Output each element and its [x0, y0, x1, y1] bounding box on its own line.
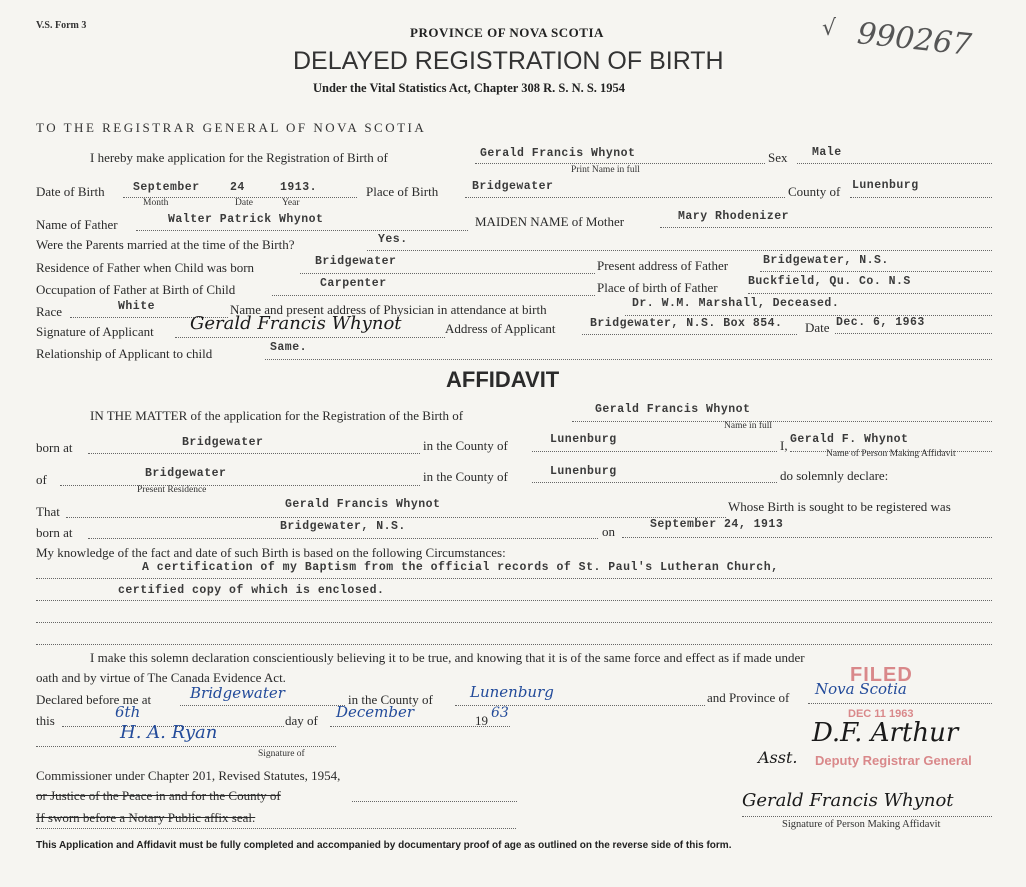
applicant-address: Bridgewater, N.S. Box 854.: [590, 317, 783, 330]
addressee-line: TO THE REGISTRAR GENERAL OF NOVA SCOTIA: [36, 120, 427, 135]
intro-label: I hereby make application for the Registration of Birth of: [90, 150, 388, 165]
commissioner-label: Commissioner under Chapter 201, Revised Statutes, 1954,: [36, 768, 341, 783]
married-label: Were the Parents married at the time of the Birth?: [36, 237, 295, 252]
declared-province-line: [808, 703, 992, 704]
footer-instructions: This Application and Affidavit must be fully completed and accompanied by documentary proof of age as outlined on the reverse side of this form.: [36, 840, 732, 851]
circumstance-line-4: [36, 644, 992, 645]
i-label: I,: [780, 438, 788, 453]
matter-line: [572, 421, 992, 422]
married-line: [367, 250, 992, 251]
declare-label: do solemnly declare:: [780, 468, 889, 483]
father-present-line: [760, 271, 992, 272]
county2-line: [532, 482, 777, 483]
declared-place-line: [180, 705, 345, 706]
born-at2-line: [88, 538, 598, 539]
married-value: Yes.: [378, 233, 408, 246]
circumstance-1: A certification of my Baptism from the official records of St. Paul's Lutheran Church,: [142, 561, 779, 574]
affiant-name: Gerald F. Whynot: [790, 433, 909, 446]
commissioner-signature: H. A. Ryan: [120, 722, 218, 743]
mother-name: Mary Rhodenizer: [678, 210, 790, 223]
born-at-line: [88, 453, 420, 454]
mother-label: MAIDEN NAME of Mother: [475, 214, 625, 229]
pob-value: Bridgewater: [472, 180, 554, 193]
affiant-signature-hint: Signature of Person Making Affidavit: [782, 819, 941, 830]
declared-place: Bridgewater: [190, 684, 285, 702]
sex-label: Sex: [768, 150, 788, 165]
pob-label: Place of Birth: [366, 184, 439, 199]
knowledge-label: My knowledge of the fact and date of such Birth is based on the following Circumstances:: [36, 545, 506, 560]
province-heading: PROVINCE OF NOVA SCOTIA: [410, 25, 604, 40]
mother-line: [660, 227, 992, 228]
declared-year: 63: [491, 705, 509, 721]
born-at-label: born at: [36, 440, 73, 455]
father-name: Walter Patrick Whynot: [168, 213, 324, 226]
born-at2-label: born at: [36, 525, 73, 540]
declared-county-label: in the County of: [348, 692, 433, 707]
that-label: That: [36, 504, 60, 519]
county1-label: in the County of: [423, 438, 508, 453]
name-line: [475, 163, 765, 164]
dob-month: September: [133, 181, 200, 194]
declared-day: 6th: [115, 703, 141, 721]
matter-label: IN THE MATTER of the application for the Registration of the Birth of: [90, 408, 464, 423]
date-hint: Date: [235, 198, 253, 208]
dob-day: 24: [230, 181, 245, 194]
physician-line: [625, 315, 992, 316]
declared-county: Lunenburg: [470, 683, 554, 701]
circumstance-line-1: [36, 578, 992, 579]
notary-label: If sworn before a Notary Public affix seal.: [36, 810, 256, 825]
of-label: of: [36, 472, 47, 487]
county-value: Lunenburg: [852, 179, 919, 192]
page-subtitle: Under the Vital Statistics Act, Chapter 308 R. S. N. S. 1954: [313, 81, 626, 95]
relationship-label: Relationship of Applicant to child: [36, 346, 213, 361]
circumstance-line-3: [36, 622, 992, 623]
declared-label: Declared before me at: [36, 692, 152, 707]
father-present-address: Bridgewater, N.S.: [763, 254, 889, 267]
affiant-signature-line: [742, 816, 992, 817]
child-name: Gerald Francis Whynot: [480, 147, 636, 160]
that-line: [66, 517, 726, 518]
solemn-line-2: oath and by virtue of The Canada Evidence Act.: [36, 670, 286, 685]
province-label: and Province of: [707, 690, 790, 705]
year-prefix: 19: [475, 713, 488, 728]
residence-hint: Present Residence: [137, 485, 207, 495]
residence-line: [60, 485, 420, 486]
page-title: DELAYED REGISTRATION OF BIRTH: [293, 47, 724, 75]
applicant-signature-line: [175, 337, 445, 338]
affiant-signature: Gerald Francis Whynot: [742, 790, 954, 811]
commissioner-signature-line: [36, 746, 336, 747]
form-number: V.S. Form 3: [36, 20, 87, 31]
signature-of-label: Signature of: [258, 749, 305, 759]
applicant-address-line: [582, 334, 797, 335]
race-value: White: [118, 300, 156, 313]
name-full-hint: Name in full: [724, 421, 773, 431]
on-date: September 24, 1913: [650, 518, 784, 531]
father-present-label: Present address of Father: [597, 258, 729, 273]
dob-label: Date of Birth: [36, 184, 105, 199]
filed-date-stamp: DEC 11 1963: [848, 708, 914, 720]
notary-line: [36, 828, 516, 829]
race-label: Race: [36, 304, 62, 319]
father-residence: Bridgewater: [315, 255, 397, 268]
applicant-signature: Gerald Francis Whynot: [190, 313, 402, 334]
born-at-value: Bridgewater: [182, 436, 264, 449]
day-of-label: day of: [285, 713, 318, 728]
check-mark: √: [822, 16, 837, 41]
jp-county-line: [352, 801, 517, 802]
on-label: on: [602, 524, 615, 539]
father-occupation: Carpenter: [320, 277, 387, 290]
circumstance-line-2: [36, 600, 992, 601]
residence-value: Bridgewater: [145, 467, 227, 480]
father-residence-label: Residence of Father when Child was born: [36, 260, 255, 275]
occupation-label: Occupation of Father at Birth of Child: [36, 282, 236, 297]
affiant-hint: Name of Person Making Affidavit: [826, 449, 956, 459]
month-hint: Month: [143, 198, 169, 208]
physician-label: Name and present address of Physician in attendance at birth: [230, 302, 547, 317]
applicant-signature-label: Signature of Applicant: [36, 324, 154, 339]
year-hint: Year: [282, 198, 300, 208]
father-pob: Buckfield, Qu. Co. N.S: [748, 275, 911, 288]
physician-value: Dr. W.M. Marshall, Deceased.: [632, 297, 840, 310]
county-label: County of: [788, 184, 841, 199]
print-name-hint: Print Name in full: [571, 165, 640, 175]
filed-stamp: FILED: [850, 664, 913, 686]
occupation-line: [272, 295, 595, 296]
father-pob-line: [748, 293, 992, 294]
deputy-registrar-stamp: Deputy Registrar General: [815, 753, 972, 768]
this-label: this: [36, 713, 55, 728]
dob-year: 1913.: [280, 181, 318, 194]
application-date: Dec. 6, 1963: [836, 316, 925, 329]
registrar-signature: D.F. Arthur: [812, 718, 959, 748]
sex-value: Male: [812, 146, 842, 159]
solemn-line-1: I make this solemn declaration conscientiously believing it to be true, and knowing that it is of the same force and effect as if made under: [90, 650, 805, 665]
justice-of-peace-label: or Justice of the Peace in and for the County of: [36, 788, 281, 803]
application-date-label: Date: [805, 320, 830, 335]
matter-name: Gerald Francis Whynot: [595, 403, 751, 416]
father-line: [136, 230, 468, 231]
affidavit-heading: AFFIDAVIT: [446, 367, 560, 392]
relationship-line: [265, 359, 992, 360]
circumstance-2: certified copy of which is enclosed.: [118, 584, 385, 597]
sex-line: [797, 163, 992, 164]
application-date-line: [835, 333, 992, 334]
relationship-value: Same.: [270, 341, 308, 354]
county-line: [850, 197, 992, 198]
whose-label: Whose Birth is sought to be registered was: [728, 499, 951, 514]
county1-value: Lunenburg: [550, 433, 617, 446]
born-at2-value: Bridgewater, N.S.: [280, 520, 406, 533]
declared-province: Nova Scotia: [815, 680, 907, 698]
county1-line: [532, 451, 777, 452]
asst-prefix: Asst.: [758, 748, 798, 767]
handwritten-file-number: 990267: [855, 16, 974, 63]
father-residence-line: [300, 273, 595, 274]
declared-month: December: [336, 703, 415, 721]
pob-line: [465, 197, 785, 198]
county2-value: Lunenburg: [550, 465, 617, 478]
that-name: Gerald Francis Whynot: [285, 498, 441, 511]
county2-label: in the County of: [423, 469, 508, 484]
father-label: Name of Father: [36, 217, 118, 232]
on-line: [622, 537, 992, 538]
father-pob-label: Place of birth of Father: [597, 280, 718, 295]
applicant-address-label: Address of Applicant: [445, 321, 556, 336]
